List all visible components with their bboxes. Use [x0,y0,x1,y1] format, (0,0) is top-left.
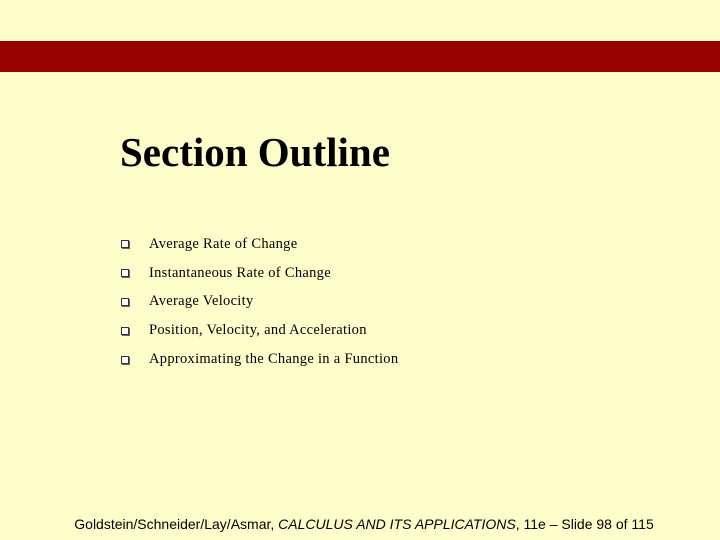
list-item-text: Position, Velocity, and Acceleration [149,322,367,339]
list-item [121,288,398,317]
footer-slide-number: , 11e – Slide 98 of 115 [515,516,654,532]
list-item-text: Average Velocity [149,293,254,310]
list-item [121,316,398,345]
outline-list [121,230,398,374]
list-item [121,230,398,259]
footer-book-title: CALCULUS AND ITS APPLICATIONS [278,516,516,532]
list-item-text: Average Rate of Change [149,235,298,252]
square-bullet-icon [121,240,129,248]
list-item [121,345,398,374]
slide-title: Section Outline [120,129,390,175]
square-bullet-icon [121,269,129,277]
square-bullet-icon [121,298,129,306]
square-bullet-icon [121,327,129,335]
list-item [121,259,398,288]
header-band [0,41,720,72]
slide-footer [0,516,720,532]
footer-authors: Goldstein/Schneider/Lay/Asmar, [74,516,275,532]
list-item-text: Approximating the Change in a Function [149,351,399,368]
square-bullet-icon [121,356,129,364]
list-item-text: Instantaneous Rate of Change [149,264,331,281]
